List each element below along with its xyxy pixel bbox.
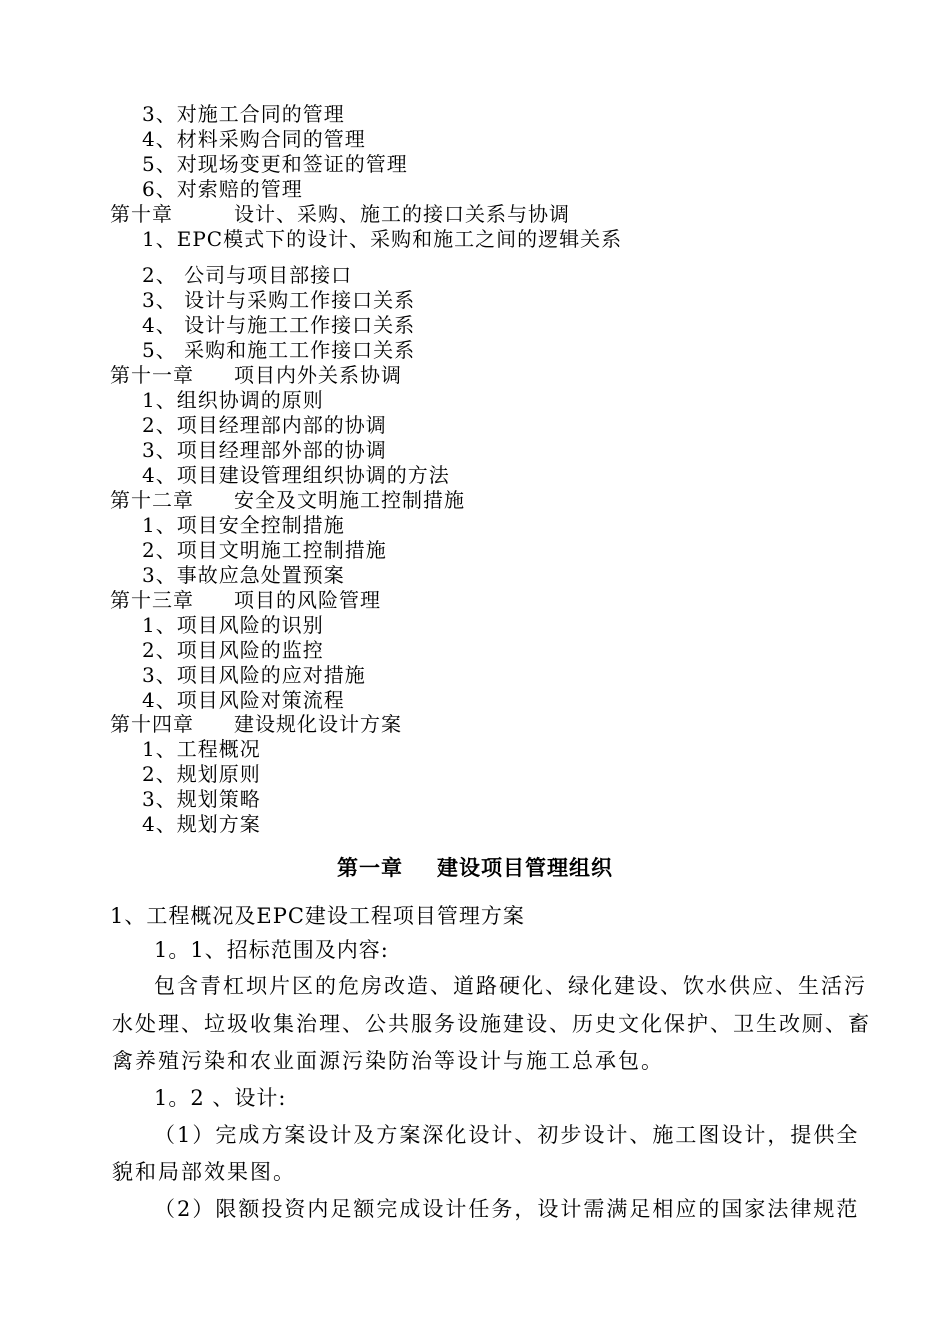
- toc-item: 3、项目风险的应对措施: [142, 663, 366, 687]
- paragraph-line: 水处理、垃圾收集治理、公共服务设施建设、历史文化保护、卫生改厕、畜: [112, 1012, 871, 1036]
- chapter-number: 第一章: [337, 856, 403, 880]
- toc-item: 3、规划策略: [142, 787, 261, 811]
- chapter-number: 第十一章: [110, 363, 194, 387]
- chapter-number: 第十三章: [110, 588, 194, 612]
- toc-item: 3、事故应急处置预案: [142, 563, 345, 587]
- chapter-title: 设计、采购、施工的接口关系与协调: [234, 202, 570, 226]
- section-heading: 1、工程概况及EPC建设工程项目管理方案: [110, 904, 525, 928]
- chapter-number: 第十二章: [110, 488, 194, 512]
- toc-item: 3、 设计与采购工作接口关系: [142, 288, 416, 312]
- toc-chapter-11: [110, 363, 402, 387]
- chapter-title: 项目内外关系协调: [234, 363, 402, 387]
- toc-item: 3、对施工合同的管理: [142, 102, 345, 126]
- toc-item: 1、组织协调的原则: [142, 388, 324, 412]
- subsection-heading: 1。1、招标范围及内容:: [154, 938, 389, 962]
- toc-item: 5、 采购和施工工作接口关系: [142, 338, 416, 362]
- paragraph-line: 禽养殖污染和农业面源污染防治等设计与施工总承包。: [112, 1049, 664, 1073]
- toc-item: 6、对索赔的管理: [142, 177, 303, 201]
- chapter-number: 第十章: [110, 202, 173, 226]
- toc-chapter-10: [110, 202, 570, 226]
- toc-item: 4、项目建设管理组织协调的方法: [142, 463, 450, 487]
- toc-item: 4、规划方案: [142, 812, 261, 836]
- chapter-title: 安全及文明施工控制措施: [234, 488, 465, 512]
- toc-item: 3、项目经理部外部的协调: [142, 438, 387, 462]
- paragraph-line: （1）完成方案设计及方案深化设计、初步设计、施工图设计，提供全: [154, 1123, 860, 1147]
- chapter-number: 第十四章: [110, 712, 194, 736]
- toc-item: 4、材料采购合同的管理: [142, 127, 366, 151]
- paragraph-line: 貌和局部效果图。: [112, 1160, 296, 1184]
- toc-item: 5、对现场变更和签证的管理: [142, 152, 408, 176]
- chapter-title: 建设项目管理组织: [437, 856, 613, 880]
- chapter-heading: [0, 855, 950, 881]
- paragraph-line: （2）限额投资内足额完成设计任务，设计需满足相应的国家法律规范: [154, 1197, 860, 1221]
- toc-item: 1、工程概况: [142, 737, 261, 761]
- toc-item: 1、项目风险的识别: [142, 613, 324, 637]
- toc-item: 2、项目风险的监控: [142, 638, 324, 662]
- toc-chapter-12: [110, 488, 465, 512]
- toc-item: 1、项目安全控制措施: [142, 513, 345, 537]
- toc-item: 4、项目风险对策流程: [142, 688, 345, 712]
- subsection-heading: 1。2 、设计:: [154, 1086, 287, 1110]
- paragraph-line: 包含青杠坝片区的危房改造、道路硬化、绿化建设、饮水供应、生活污: [154, 974, 867, 998]
- toc-chapter-14: [110, 712, 402, 736]
- toc-item: 2、规划原则: [142, 762, 261, 786]
- toc-item: 4、 设计与施工工作接口关系: [142, 313, 416, 337]
- toc-item: 2、项目经理部内部的协调: [142, 413, 387, 437]
- toc-item: 2、 公司与项目部接口: [142, 263, 353, 287]
- toc-chapter-13: [110, 588, 381, 612]
- toc-item: 2、项目文明施工控制措施: [142, 538, 387, 562]
- chapter-title: 项目的风险管理: [234, 588, 381, 612]
- chapter-title: 建设规化设计方案: [234, 712, 402, 736]
- toc-item: 1、EPC模式下的设计、采购和施工之间的逻辑关系: [142, 227, 623, 251]
